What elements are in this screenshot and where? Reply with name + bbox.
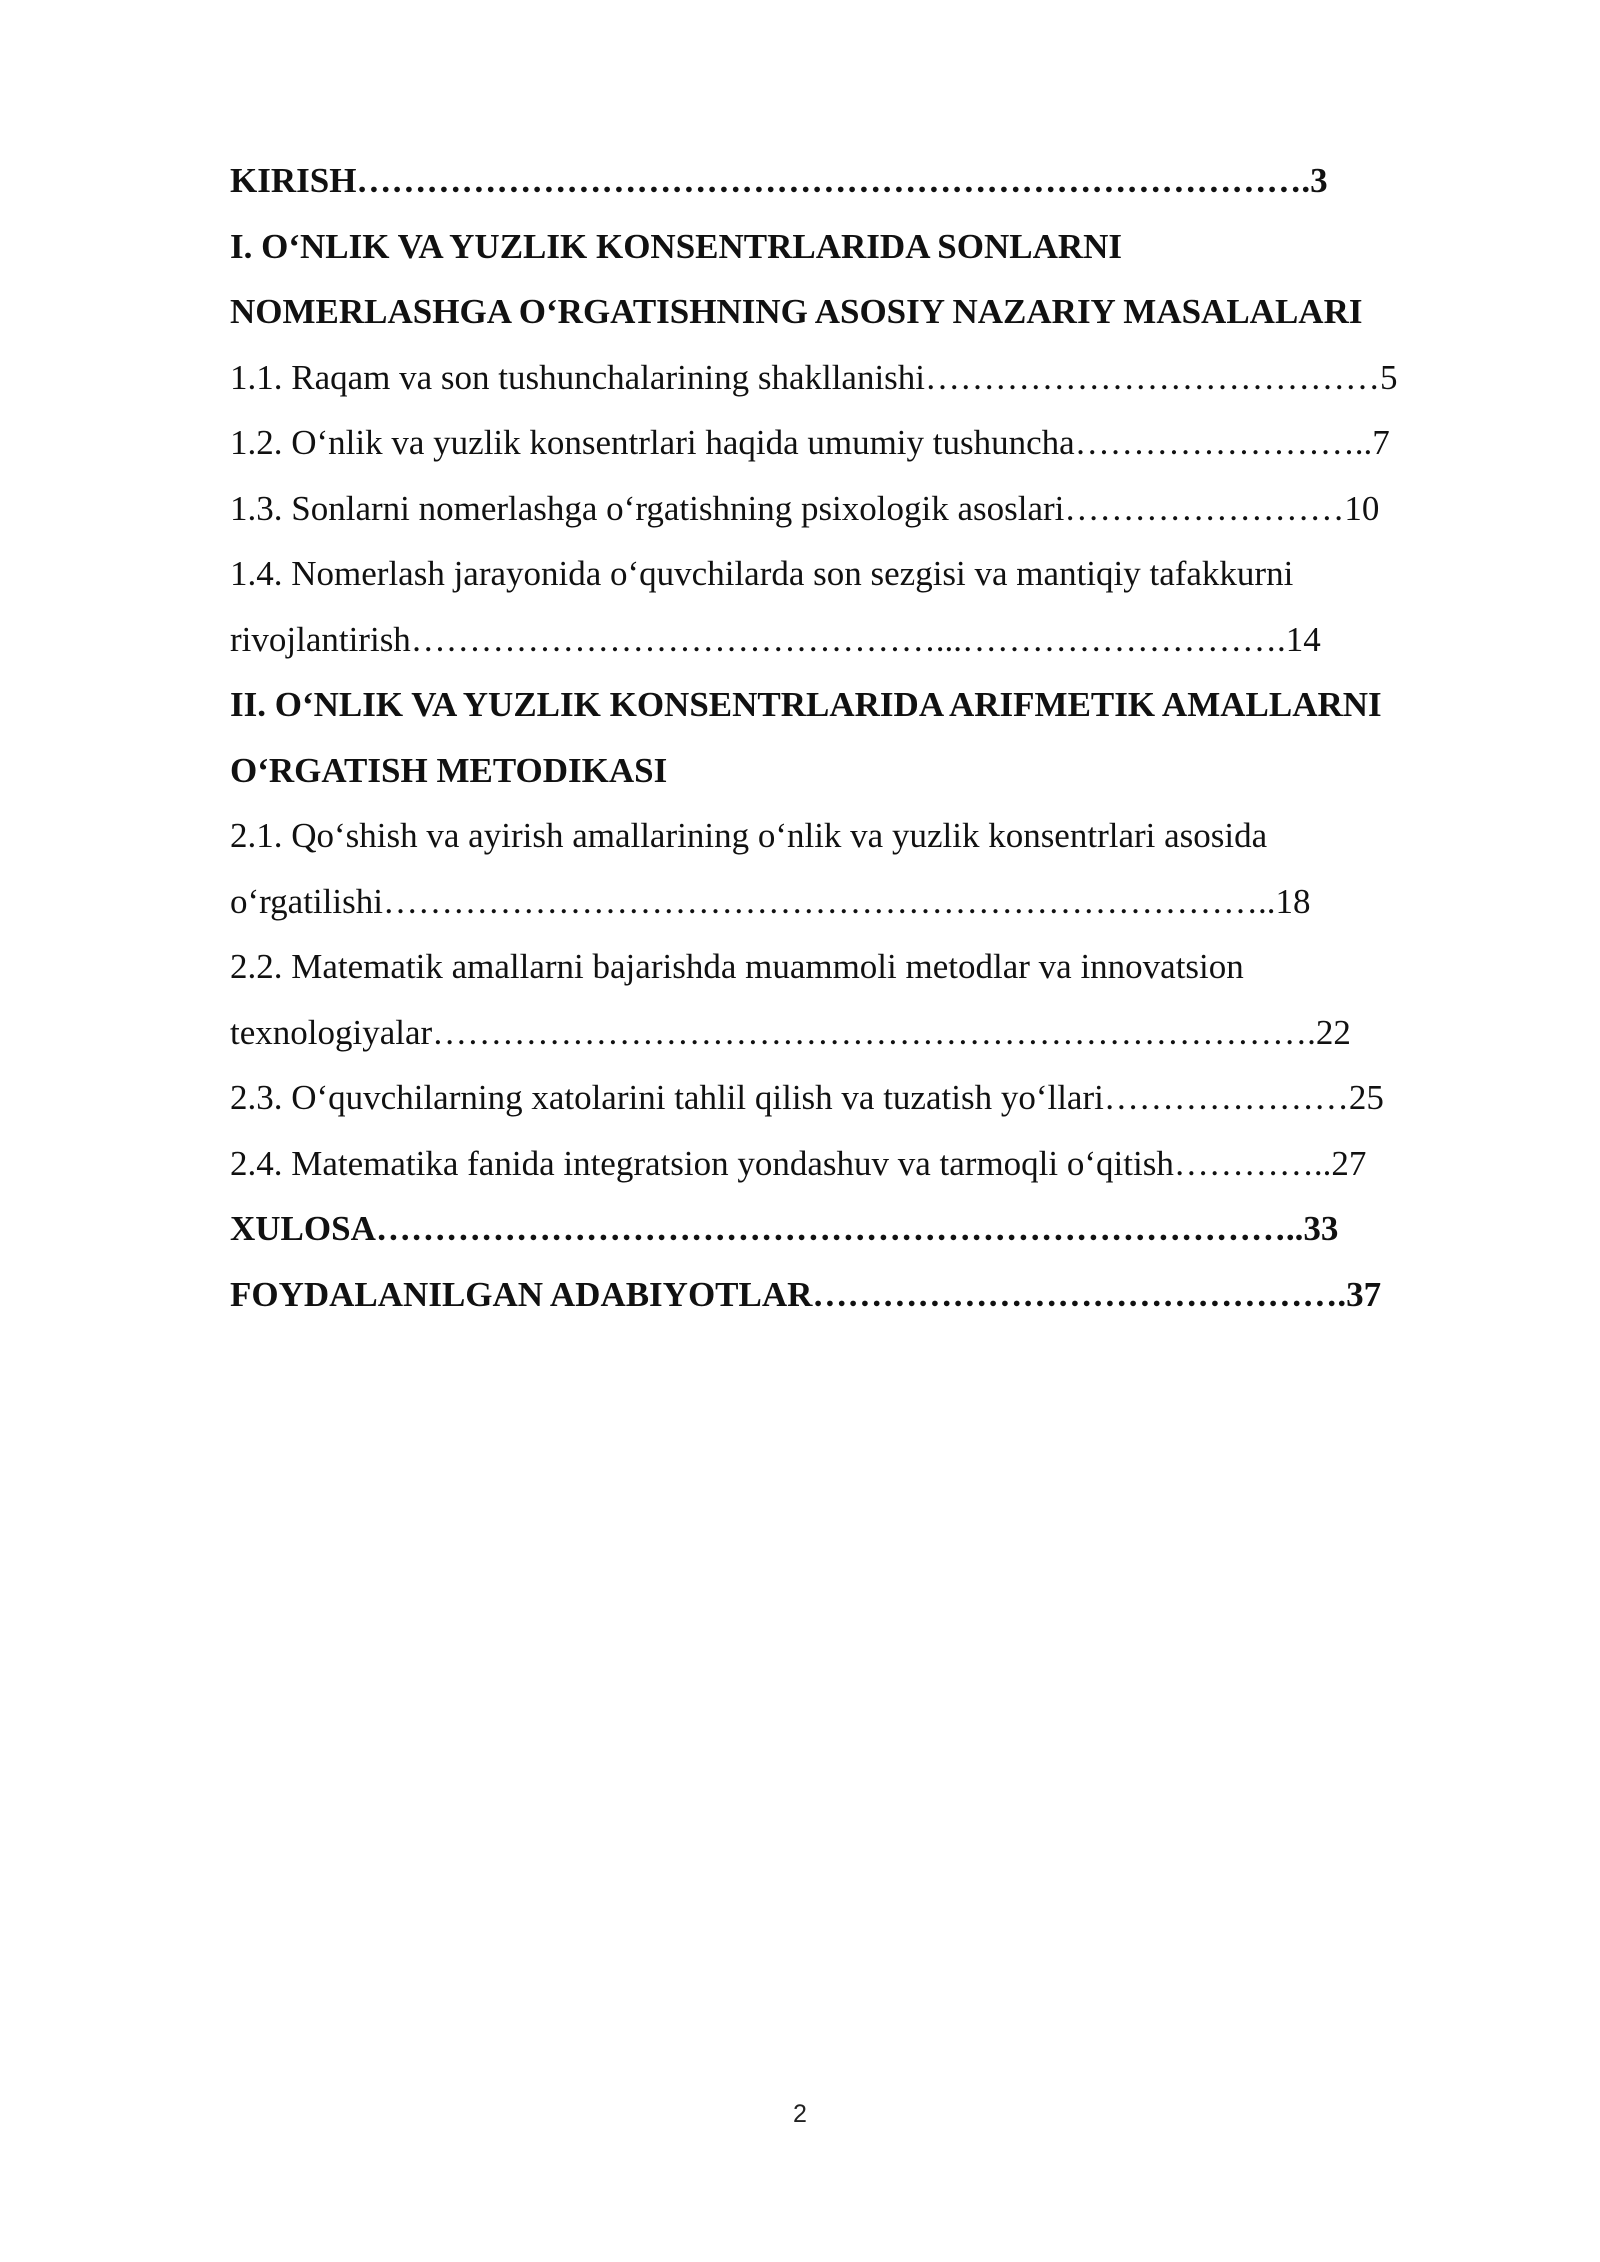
toc-chapter-1-title-line-2: NOMERLASHGA O‘RGATISHNING ASOSIY NAZARIY MASALALARI xyxy=(230,292,1363,331)
toc-entry-2-1-line-2: o‘rgatilishi…………………………………………………………………..18 xyxy=(230,881,1311,921)
table-of-contents xyxy=(230,148,1500,1327)
toc-chapter-1-title-line-1: I. O‘NLIK VA YUZLIK KONSENTRLARIDA SONLARNI xyxy=(230,226,1123,266)
toc-entry-2-4: 2.4. Matematika fanida integratsion yondashuv va tarmoqli o‘qitish…………..27 xyxy=(230,1143,1367,1183)
toc-entry-2-2-line-1: 2.2. Matematik amallarni bajarishda muammoli metodlar va innovatsion xyxy=(230,947,1244,986)
toc-entry-1-2: 1.2. O‘nlik va yuzlik konsentrlari haqida umumiy tushuncha……………………..7 xyxy=(230,423,1390,462)
page-number: 2 xyxy=(793,2100,807,2128)
toc-entry-xulosa: XULOSA……………………………………………………………………..33 xyxy=(230,1209,1339,1248)
toc-entry-2-1-line-1: 2.1. Qo‘shish va ayirish amallarining o‘nlik va yuzlik konsentrlari asosida xyxy=(230,816,1268,855)
toc-entry-1-3: 1.3. Sonlarni nomerlashga o‘rgatishning psixologik asoslari……………………10 xyxy=(230,488,1380,528)
toc-entry-1-1: 1.1. Raqam va son tushunchalarining shakllanishi…………………………………5 xyxy=(230,357,1398,397)
toc-entry-adabiyotlar: FOYDALANILGAN ADABIYOTLAR……………………………………….37 xyxy=(230,1274,1382,1314)
toc-entry-2-2-line-2: texnologiyalar………………………………………………………………….22 xyxy=(230,1012,1351,1052)
toc-entry-2-3: 2.3. O‘quvchilarning xatolarini tahlil qilish va tuzatish yo‘llari…………………25 xyxy=(230,1078,1384,1117)
toc-entry-kirish: KIRISH……………………………………………………………………….3 xyxy=(230,161,1328,200)
toc-entry-1-4-line-2: rivojlantirish………………………………………...……………………….14 xyxy=(230,619,1321,659)
toc-entry-1-4-line-1: 1.4. Nomerlash jarayonida o‘quvchilarda son sezgisi va mantiqiy tafakkurni xyxy=(230,554,1294,593)
toc-chapter-2-title-line-1: II. O‘NLIK VA YUZLIK KONSENTRLARIDA ARIFMETIK AMALLARNI xyxy=(230,685,1382,724)
toc-chapter-2-title-line-2: O‘RGATISH METODIKASI xyxy=(230,750,668,790)
